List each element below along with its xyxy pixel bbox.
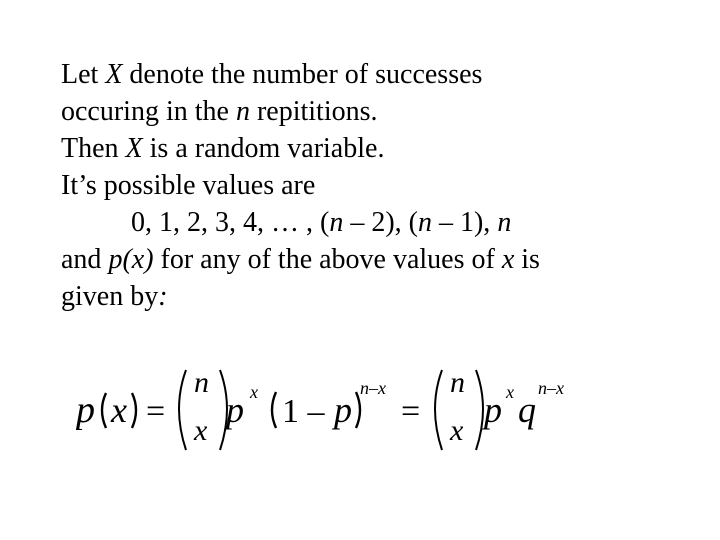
text-run: Let: [61, 59, 106, 90]
var-x: X: [125, 133, 143, 164]
values-line: [61, 204, 701, 241]
binomial-formula: [76, 362, 596, 458]
formula-p: p: [76, 389, 95, 431]
formula-one-minus: 1 –: [282, 393, 325, 430]
text-run: It’s possible values are: [61, 170, 316, 201]
text-run: Then: [61, 133, 126, 164]
exponent-x: x: [250, 382, 258, 402]
formula-lparen: [102, 393, 106, 428]
binom-left-paren: [435, 370, 442, 450]
formula-equals: =: [146, 393, 166, 430]
text-line-3: [61, 130, 701, 167]
text-line-4: [61, 167, 701, 204]
text-run: – 1),: [431, 207, 498, 238]
formula-lparen: [272, 392, 276, 428]
text-run: and: [61, 244, 109, 275]
text-run: 0, 1, 2, 3, 4, … , (: [131, 207, 330, 238]
var-n: n: [329, 207, 344, 238]
exponent-n-minus-x: n–x: [538, 378, 564, 398]
binom-left-paren: [179, 370, 186, 450]
text-run: denote the number of successes: [122, 59, 483, 90]
var-n: n: [235, 96, 250, 127]
text-colon: :: [158, 281, 168, 312]
text-line-6: [61, 241, 701, 278]
binom-x: x: [450, 414, 464, 447]
binom-n: n: [194, 366, 209, 399]
text-line-2: [61, 93, 701, 130]
var-n: n: [417, 207, 432, 238]
text-line-7: [61, 278, 701, 315]
text-run: occuring in the: [61, 96, 236, 127]
formula-p: p: [334, 390, 352, 430]
text-run: for any of the above values of: [153, 244, 502, 275]
binom-x: x: [194, 414, 208, 447]
body-text: [61, 56, 701, 315]
exponent-x: x: [506, 382, 514, 402]
formula-rparen: [132, 393, 136, 428]
var-x: x: [501, 244, 515, 275]
formula-q: q: [518, 390, 536, 430]
var-x: X: [105, 59, 123, 90]
text-run: is a random variable.: [142, 133, 385, 164]
formula-p: p: [484, 390, 502, 430]
binom-n: n: [450, 366, 465, 399]
expr-px: p(x): [108, 244, 154, 275]
text-run: given by: [61, 281, 159, 312]
formula-x: x: [111, 390, 127, 430]
exponent-n-minus-x: n–x: [360, 378, 386, 398]
binom-right-paren: [476, 370, 483, 450]
var-n: n: [497, 207, 512, 238]
text-run: – 2), (: [343, 207, 418, 238]
text-run: is: [514, 244, 540, 275]
formula-equals: =: [401, 393, 421, 430]
text-run: repititions.: [249, 96, 378, 127]
formula-p: p: [226, 390, 244, 430]
text-line-1: [61, 56, 701, 93]
